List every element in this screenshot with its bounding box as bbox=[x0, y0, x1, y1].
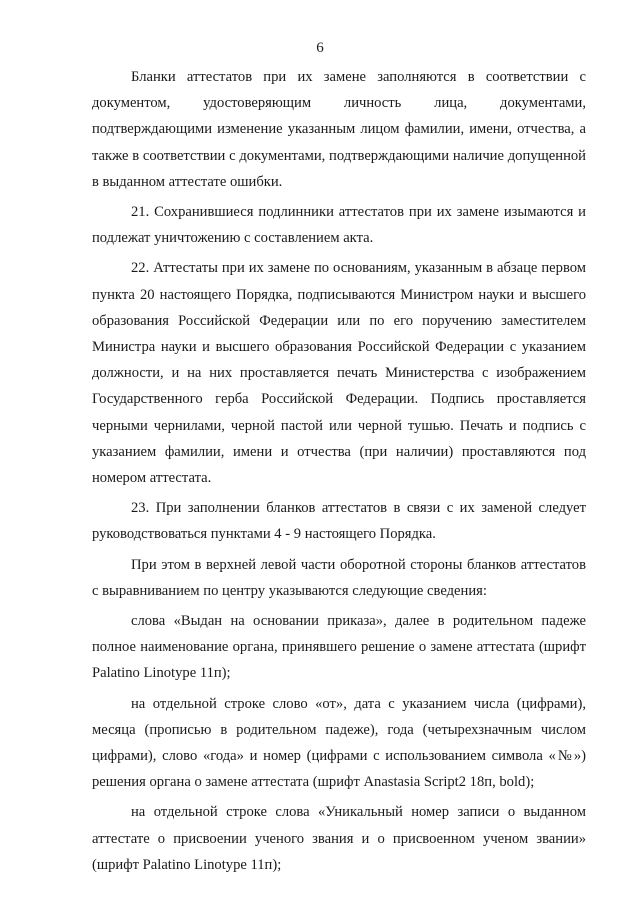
paragraph-item-21: 21. Сохранившиеся подлинники аттестатов при их замене изымаются и подлежат уничтожению с составлением акта. bbox=[92, 204, 586, 247]
document-body bbox=[92, 64, 586, 878]
paragraph-unique-record-number: на отдельной строке слова «Уникальный номер записи о выданном аттестате о присвоении ученого звания и о присвоенном ученом звании» (шрифт Palatino Linotype 11п); bbox=[92, 804, 586, 873]
paragraph-date-and-number: на отдельной строке слово «от», дата с указанием числа (цифрами), месяца (прописью в родительном падеже), года (четырехзначным числом цифрами), слово «года» и номер (цифрами с использованием символа «№») решения органа о замене аттестата (шрифт Anastasia Script2 18п, bold); bbox=[92, 695, 586, 791]
paragraph-item-23: 23. При заполнении бланков аттестатов в связи с их заменой следует руководствоваться пунктами 4 - 9 настоящего Порядка. bbox=[92, 500, 586, 543]
paragraph-issued-on-basis: слова «Выдан на основании приказа», далее в родительном падеже полное наименование органа, принявшего решение о замене аттестата (шрифт Palatino Linotype 11п); bbox=[92, 613, 586, 682]
paragraph-blank-filling: Бланки аттестатов при их замене заполняются в соответствии с документом, удостоверяющим личность лица, документами, подтверждающими изменение указанным лицом фамилии, имени, отчества, а также в соответствии с документами, подтверждающими наличие допущенной в выданном аттестате ошибки. bbox=[92, 69, 586, 190]
page-number: 6 bbox=[316, 40, 324, 56]
paragraph-reverse-side: При этом в верхней левой части оборотной стороны бланков аттестатов с выравниванием по центру указываются следующие сведения: bbox=[92, 556, 586, 599]
paragraph-item-22: 22. Аттестаты при их замене по основаниям, указанным в абзаце первом пункта 20 настоящего Порядка, подписываются Министром науки и высшего образования Российской Федерации или по его поручению заместителем Министра науки и высшего образования Российской Федерации с указанием должности, и на них проставляется печать Министерства с изображением Государственного герба Российской Федерации. Подпись проставляется черными чернилами, черной пастой или черной тушью. Печать и подпись с указанием фамилии, имени и отчества (при наличии) проставляются под номером аттестата. bbox=[92, 260, 586, 487]
